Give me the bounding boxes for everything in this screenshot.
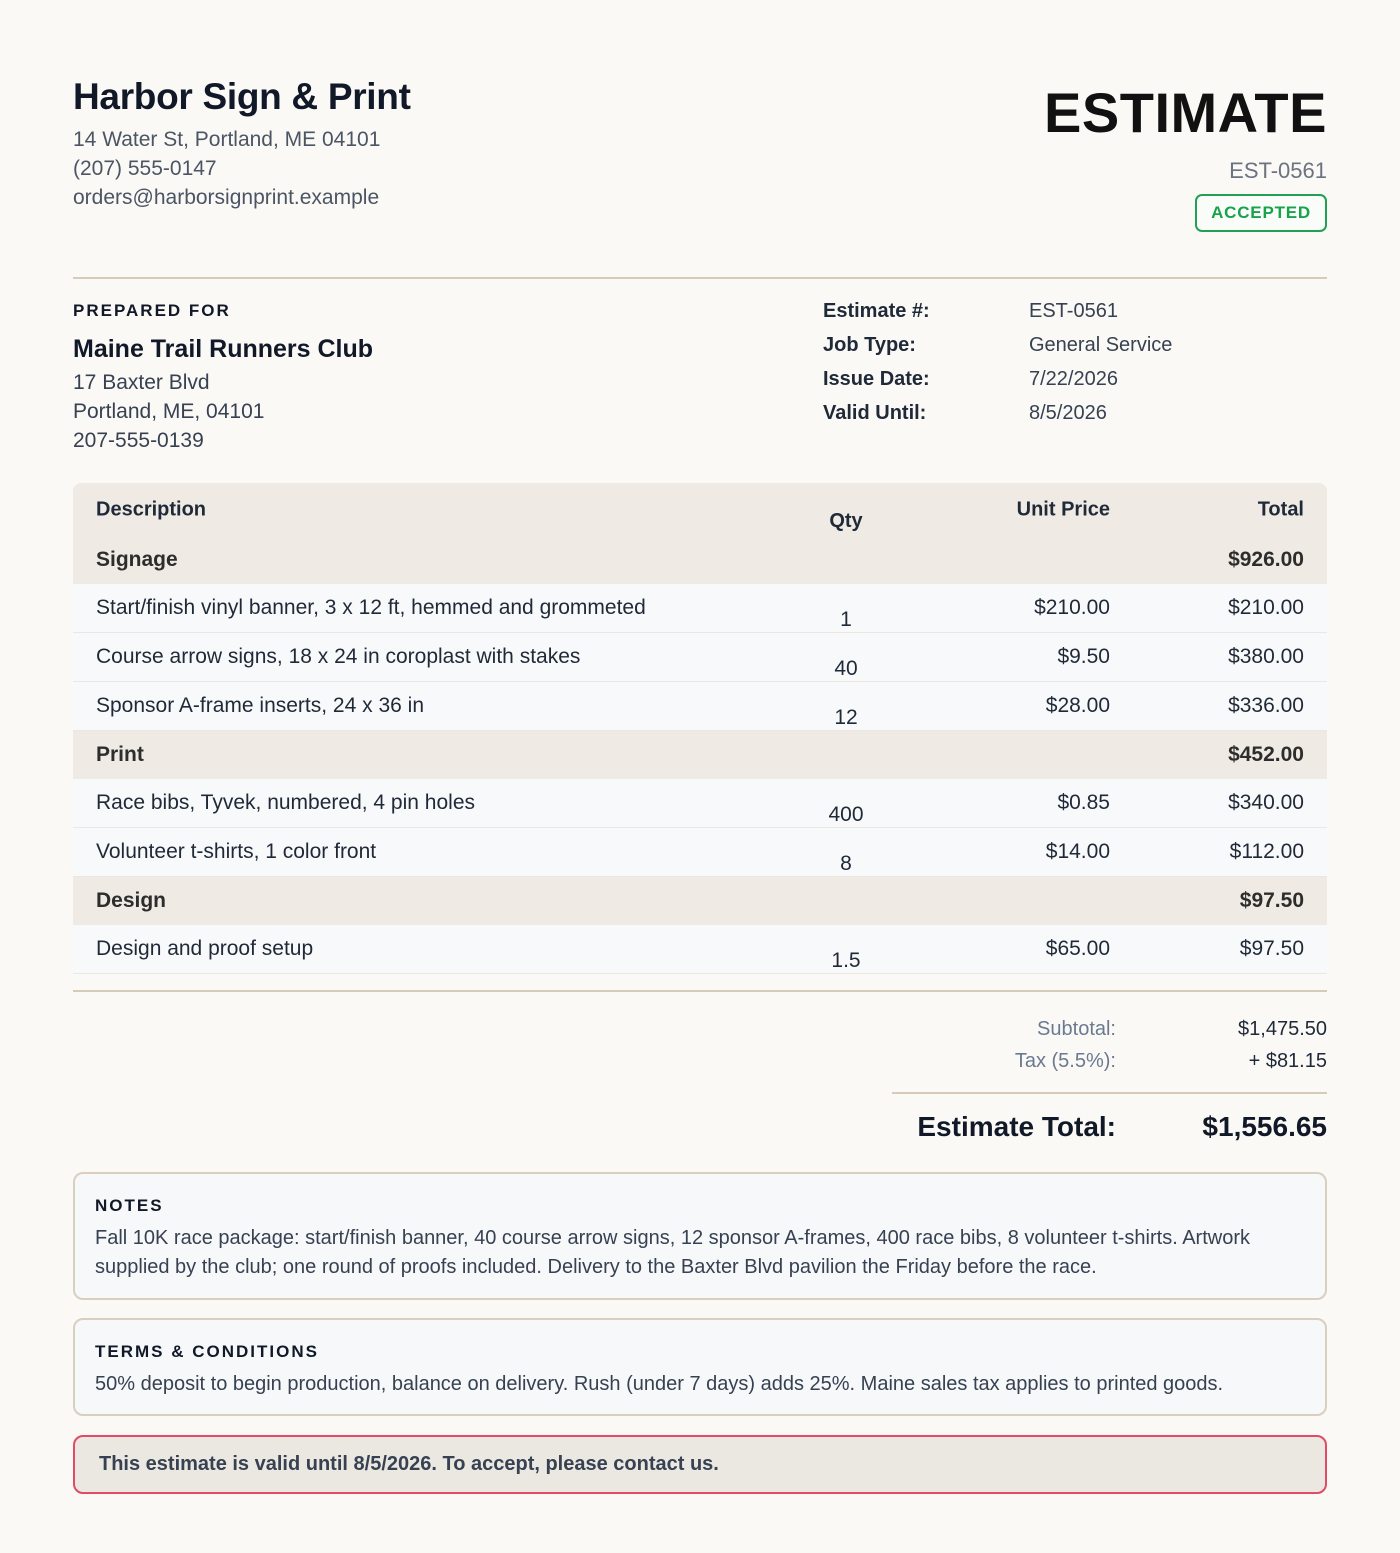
table-row	[73, 682, 1327, 731]
table-row	[73, 584, 1327, 633]
table-row	[73, 779, 1327, 828]
item-qty: 400	[828, 803, 864, 826]
header-qty: Qty	[829, 509, 863, 532]
line-items-table	[73, 483, 1327, 974]
item-description: Race bibs, Tyvek, numbered, 4 pin holes	[96, 791, 475, 814]
item-unit-price: $14.00	[1045, 840, 1110, 863]
item-unit-price: $0.85	[1057, 791, 1110, 814]
item-qty: 40	[834, 657, 858, 680]
table-row	[73, 925, 1327, 974]
table-row	[73, 633, 1327, 682]
meta-value: 7/22/2026	[1029, 368, 1118, 390]
item-unit-price: $65.00	[1045, 937, 1110, 960]
tax-label: Tax (5.5%):	[1014, 1050, 1116, 1072]
header	[73, 76, 1327, 236]
client-address-line2: Portland, ME, 04101	[73, 400, 265, 423]
item-total: $112.00	[1229, 840, 1304, 863]
estimate-total-label: Estimate Total:	[917, 1111, 1116, 1142]
item-qty: 1	[840, 608, 852, 631]
client-address-line1: 17 Baxter Blvd	[73, 371, 210, 394]
table-group-row	[73, 877, 1327, 925]
tax-value: + $81.15	[1248, 1050, 1327, 1072]
document-title: ESTIMATE	[1044, 81, 1327, 144]
notes-text: Fall 10K race package: start/finish banner, 40 course arrow signs, 12 sponsor A-frames, 400 race bibs, 8 volunteer t-shirts. Artwork supplied by the club; one round of proofs included. Delivery to the Baxter Blvd pavilion the Friday before the race.	[95, 1227, 1250, 1278]
item-total: $336.00	[1228, 694, 1304, 717]
terms-title: TERMS & CONDITIONS	[95, 1342, 319, 1361]
meta-value: General Service	[1029, 334, 1173, 356]
item-description: Sponsor A-frame inserts, 24 x 36 in	[96, 694, 424, 717]
meta-key: Issue Date:	[823, 368, 930, 390]
meta-value: 8/5/2026	[1029, 402, 1107, 424]
terms-text: 50% deposit to begin production, balance on delivery. Rush (under 7 days) adds 25%. Maine sales tax applies to printed goods.	[95, 1373, 1224, 1395]
item-qty: 8	[840, 852, 852, 875]
table-group-row	[73, 731, 1327, 779]
totals-divider	[892, 1092, 1327, 1094]
group-total: $926.00	[1228, 548, 1304, 571]
company-email[interactable]: orders@harborsignprint.example	[73, 186, 380, 209]
table-row	[73, 828, 1327, 877]
company-name: Harbor Sign & Print	[73, 76, 411, 117]
document-number: EST-0561	[1229, 158, 1327, 183]
header-total: Total	[1257, 498, 1304, 520]
group-name: Print	[96, 743, 144, 766]
item-total: $97.50	[1239, 937, 1304, 960]
item-description: Volunteer t-shirts, 1 color front	[96, 840, 377, 863]
header-unit-price: Unit Price	[1016, 498, 1110, 520]
item-unit-price: $210.00	[1034, 596, 1110, 619]
company-address: 14 Water St, Portland, ME 04101	[73, 128, 381, 151]
subtotal-value: $1,475.50	[1238, 1018, 1327, 1040]
estimate-meta	[823, 300, 1323, 436]
item-description: Start/finish vinyl banner, 3 x 12 ft, hemmed and grommeted	[96, 596, 646, 619]
notes-box	[73, 1172, 1327, 1300]
meta-row-estimate-number	[823, 300, 1323, 334]
item-qty: 1.5	[831, 949, 861, 972]
group-name: Signage	[96, 548, 178, 571]
status-badge: ACCEPTED	[1195, 194, 1327, 232]
prepared-for-label: PREPARED FOR	[73, 301, 231, 320]
group-name: Design	[96, 889, 167, 912]
group-total: $452.00	[1228, 743, 1304, 766]
validity-notice-text: This estimate is valid until 8/5/2026. To accept, please contact us.	[99, 1453, 719, 1475]
terms-box	[73, 1318, 1327, 1416]
estimate-total-value: $1,556.65	[1202, 1111, 1327, 1142]
table-header	[73, 483, 1327, 536]
client-phone: 207-555-0139	[73, 429, 204, 452]
item-unit-price: $9.50	[1057, 645, 1110, 668]
item-description: Course arrow signs, 18 x 24 in coroplast with stakes	[96, 645, 581, 668]
validity-notice	[73, 1435, 1327, 1494]
meta-row-job-type	[823, 334, 1323, 368]
meta-value: EST-0561	[1029, 300, 1118, 322]
meta-key: Estimate #:	[823, 300, 930, 322]
item-description: Design and proof setup	[96, 937, 314, 960]
company-phone: (207) 555-0147	[73, 157, 217, 180]
table-body	[73, 536, 1327, 974]
header-divider	[73, 277, 1327, 279]
item-qty: 12	[834, 706, 858, 729]
meta-key: Valid Until:	[823, 402, 927, 424]
meta-key: Job Type:	[823, 334, 916, 356]
meta-row-issue-date	[823, 368, 1323, 402]
table-group-row	[73, 536, 1327, 584]
subtotal-label: Subtotal:	[1037, 1018, 1116, 1040]
item-total: $380.00	[1228, 645, 1304, 668]
item-total: $210.00	[1228, 596, 1304, 619]
table-divider	[73, 990, 1327, 992]
header-description: Description	[96, 498, 207, 520]
notes-title: NOTES	[95, 1196, 164, 1215]
client-name: Maine Trail Runners Club	[73, 335, 374, 363]
item-unit-price: $28.00	[1045, 694, 1110, 717]
meta-row-valid-until	[823, 402, 1323, 436]
item-total: $340.00	[1228, 791, 1304, 814]
group-total: $97.50	[1239, 889, 1304, 912]
